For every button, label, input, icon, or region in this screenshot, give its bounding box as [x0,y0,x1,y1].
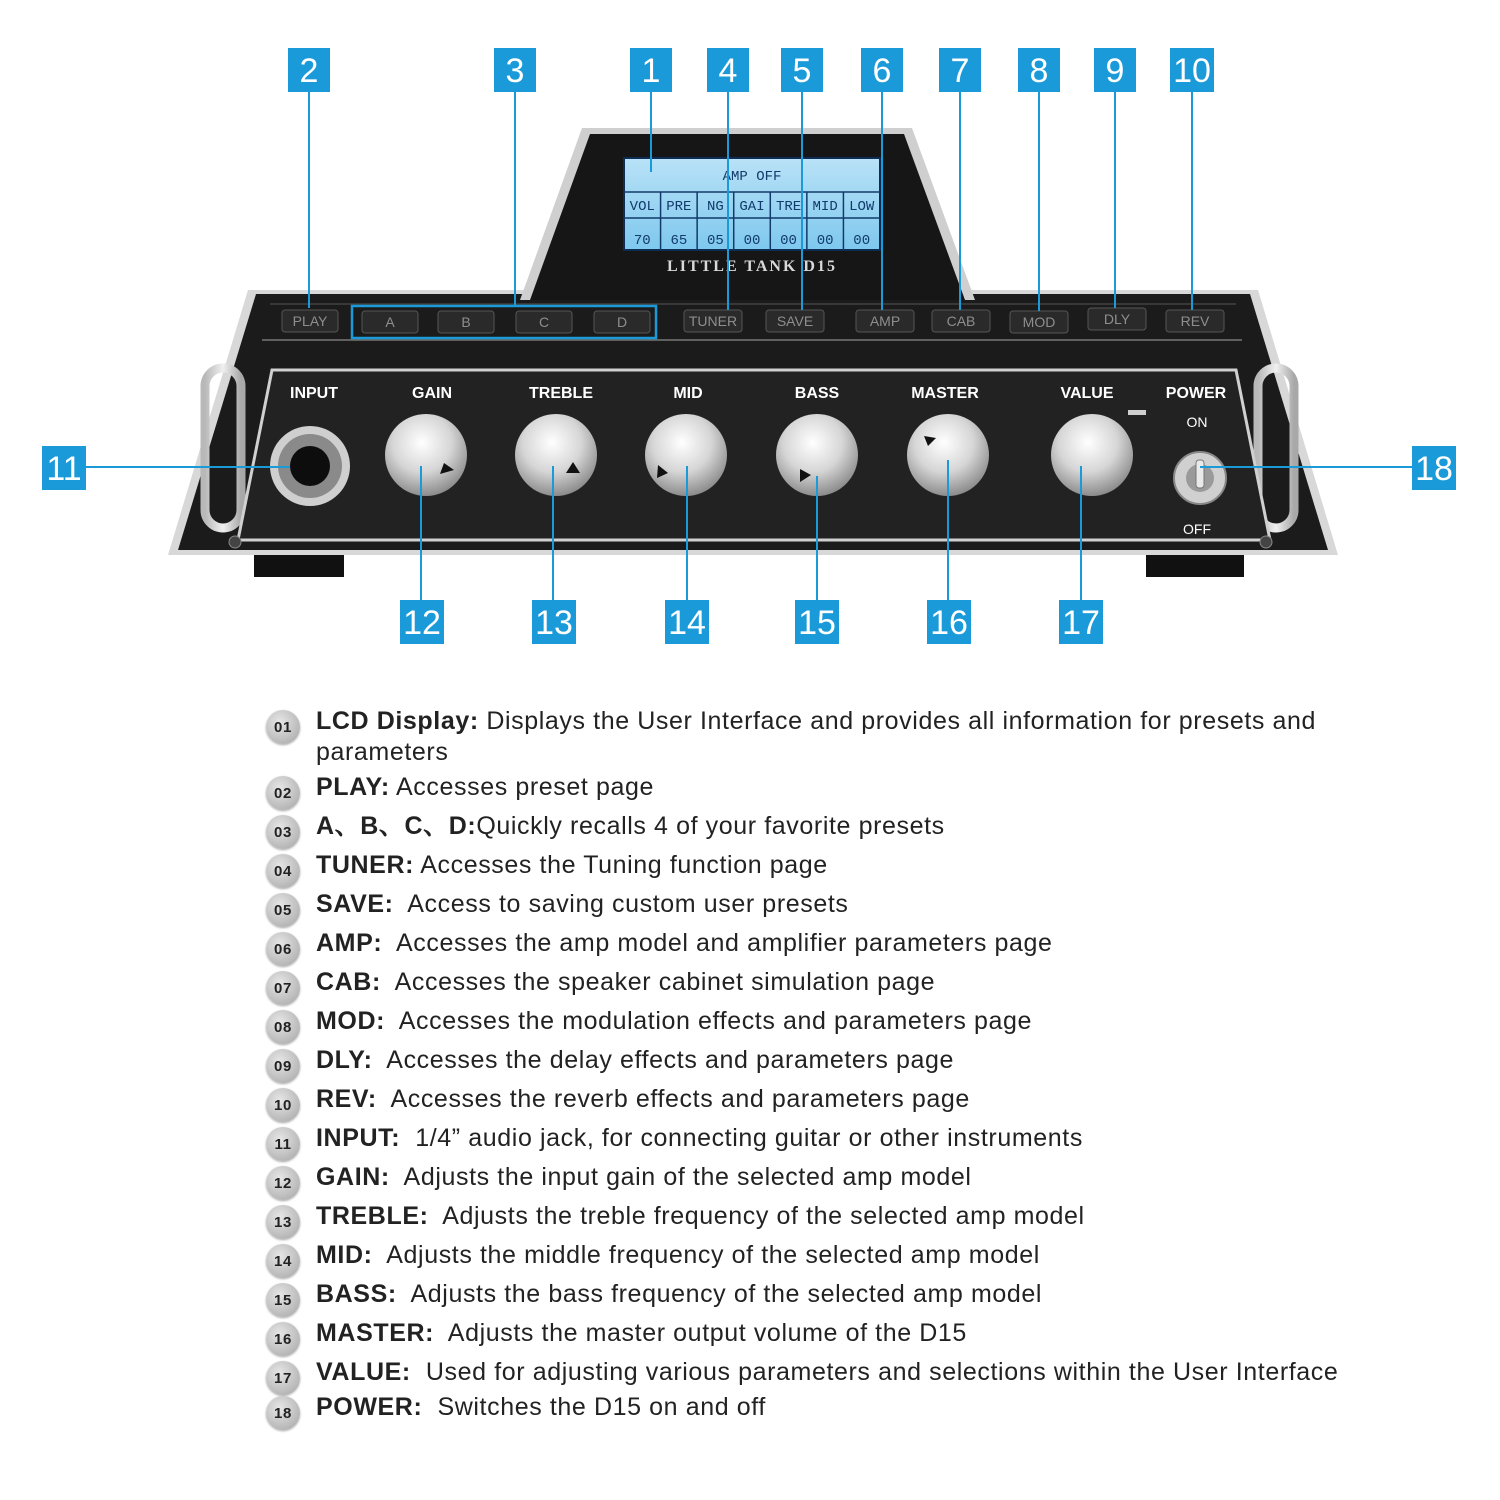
gain-knob[interactable] [385,414,467,496]
mid-label: MID [673,385,703,402]
callout-6-label: 6 [872,52,892,90]
legend-number-badge: 06 [266,932,300,966]
legend-term: SAVE: [316,890,394,918]
callout-8-label: 8 [1029,52,1049,90]
callout-13 [532,600,576,644]
legend-term: MASTER: [316,1319,435,1347]
preset-b-label: B [461,314,471,330]
callout-16 [927,600,971,644]
legend-item [266,772,1346,803]
legend-description: 1/4” audio jack, for connecting guitar or other instruments [400,1124,1083,1152]
legend-description: Accesses the reverb effects and parameters page [376,1085,970,1113]
preset-d-button[interactable] [594,311,650,333]
legend-description: Adjusts the middle frequency of the selected amp model [372,1241,1040,1269]
legend-term: CAB: [316,968,381,996]
legend-description: Accesses the speaker cabinet simulation page [380,968,936,996]
rev-button-label: REV [1180,313,1210,329]
input-label: INPUT [290,385,338,402]
callout-9-label: 9 [1105,52,1125,90]
callout-4-label: 4 [718,52,738,90]
legend-item [266,1392,1346,1423]
play-button[interactable] [282,310,338,332]
callout-9 [1094,48,1136,92]
callout-18 [1412,446,1456,490]
legend-item [266,1240,1346,1271]
legend-item [266,1279,1346,1310]
legend-term: MID: [316,1241,373,1269]
legend-number-badge: 08 [266,1010,300,1044]
legend-description: Adjusts the input gain of the selected amp model [389,1163,972,1191]
callout-1 [630,48,672,92]
legend-description: Displays the User Interface and provides all information for presets and parameters [316,707,1324,766]
save-button-label: SAVE [776,313,814,329]
callout-13-label: 13 [535,604,573,642]
legend-list [266,706,1346,1431]
lcd-column-label: PRE [666,199,692,215]
legend-number-badge: 13 [266,1205,300,1239]
callout-17 [1059,600,1103,644]
callout-2 [288,48,330,92]
master-label: MASTER [911,385,979,402]
legend-description: Accesses the modulation effects and parameters page [385,1007,1033,1035]
callout-7 [939,48,981,92]
legend-description: Accesses the Tuning function page [414,851,828,879]
value-label: VALUE [1060,385,1114,402]
legend-number-badge: 04 [266,854,300,888]
legend-term: INPUT: [316,1124,401,1152]
callout-5 [781,48,823,92]
callout-17-label: 17 [1062,604,1100,642]
brand-logo: LITTLE TANK D15 [667,258,837,275]
preset-b-button[interactable] [438,311,494,333]
legend-item [266,1162,1346,1193]
legend-item [266,850,1346,881]
cab-button[interactable] [932,310,990,332]
mod-button-label: MOD [1022,314,1056,330]
preset-a-label: A [385,314,395,330]
legend-item [266,811,1346,842]
legend-number-badge: 01 [266,710,300,744]
legend-item [266,1123,1346,1154]
legend-item [266,706,1346,768]
legend-description: Accesses the amp model and amplifier parameters page [382,929,1053,957]
callout-15 [795,600,839,644]
callout-14 [665,600,709,644]
preset-c-button[interactable] [516,311,572,333]
callout-10-label: 10 [1173,52,1211,90]
legend-term: GAIN: [316,1163,390,1191]
amp-button[interactable] [856,310,914,332]
lcd-header: AMP OFF [722,169,782,185]
tuner-button[interactable] [684,310,742,332]
legend-term: BASS: [316,1280,397,1308]
callout-14-label: 14 [668,604,706,642]
legend-term: AMP: [316,929,383,957]
legend-item [266,889,1346,920]
gain-label: GAIN [412,385,452,402]
callout-18-label: 18 [1415,450,1453,488]
lcd-column-value: 00 [816,233,834,249]
legend-description: Switches the D15 on and off [422,1393,766,1421]
callout-11 [42,446,86,490]
save-button[interactable] [766,310,824,332]
callout-16-label: 16 [930,604,968,642]
preset-d-label: D [616,314,628,330]
lcd-column-value: 00 [780,233,797,249]
legend-description: Access to saving custom user presets [393,890,849,918]
lcd-column-label: VOL [629,199,655,215]
treble-knob[interactable] [515,414,597,496]
legend-item [266,1045,1346,1076]
legend-number-badge: 15 [266,1283,300,1317]
callout-10 [1170,48,1214,92]
legend-term: VALUE: [316,1358,411,1386]
lcd-column-label: LOW [849,199,875,215]
play-button-label: PLAY [292,313,328,329]
callout-12-label: 12 [403,604,441,642]
lcd-column-label: MID [812,199,838,215]
callout-2-label: 2 [299,52,319,90]
lcd-column-label: NG [707,199,724,215]
legend-term: PLAY: [316,773,390,801]
cab-button-label: CAB [946,313,976,329]
lcd-column-value: 00 [853,233,871,249]
legend-item [266,928,1346,959]
amp-button-label: AMP [869,313,901,329]
lcd-column-value: 05 [707,233,724,249]
power-label: POWER [1165,385,1227,402]
dly-button[interactable] [1088,308,1146,330]
legend-number-badge: 03 [266,815,300,849]
mod-button[interactable] [1010,311,1068,333]
legend-description: Used for adjusting various parameters and selections within the User Interface [410,1358,1339,1386]
power-on-label: ON [1186,414,1208,430]
legend-term: TUNER: [316,851,415,879]
legend-item [266,1006,1346,1037]
power-switch[interactable] [1174,452,1226,504]
callout-12 [400,600,444,644]
legend-term: MOD: [316,1007,386,1035]
legend-description: Adjusts the treble frequency of the selected amp model [428,1202,1085,1230]
callout-8 [1018,48,1060,92]
legend-description: Accesses the delay effects and parameters page [372,1046,955,1074]
amp-diagram [0,0,1500,680]
legend-term: TREBLE: [316,1202,429,1230]
rev-button[interactable] [1166,310,1224,332]
legend-number-badge: 02 [266,776,300,810]
lcd-column-value: 70 [633,233,651,249]
legend-number-badge: 17 [266,1361,300,1395]
tuner-button-label: TUNER [688,313,738,329]
legend-number-badge: 05 [266,893,300,927]
legend-item [266,1318,1346,1349]
legend-description: Quickly recalls 4 of your favorite presets [476,812,945,840]
legend-number-badge: 12 [266,1166,300,1200]
callout-3-label: 3 [505,52,525,90]
lcd-column-value: 65 [670,233,688,249]
legend-term: A、B、C、D: [316,812,477,840]
lcd-column-label: GAI [739,199,765,215]
legend-term: REV: [316,1085,377,1113]
callout-3 [494,48,536,92]
legend-description: Adjusts the master output volume of the D15 [434,1319,967,1347]
dly-button-label: DLY [1103,311,1131,327]
preset-c-label: C [538,314,550,330]
preset-a-button[interactable] [362,311,418,333]
legend-number-badge: 18 [266,1396,300,1430]
callout-4 [707,48,749,92]
callout-1-label: 1 [641,52,661,90]
legend-number-badge: 07 [266,971,300,1005]
legend-description: Accesses preset page [389,773,654,801]
value-encoder[interactable] [1051,414,1133,496]
legend-term: LCD Display: [316,707,479,735]
legend-item [266,1084,1346,1115]
callout-15-label: 15 [798,604,836,642]
legend-number-badge: 11 [266,1127,300,1161]
legend-term: POWER: [316,1393,423,1421]
legend-number-badge: 16 [266,1322,300,1356]
treble-label: TREBLE [529,385,593,402]
legend-item [266,967,1346,998]
callout-11-label: 11 [46,450,82,488]
callout-7-label: 7 [950,52,970,90]
legend-item [266,1201,1346,1232]
power-off-label: OFF [1183,521,1211,537]
legend-number-badge: 14 [266,1244,300,1278]
legend-number-badge: 09 [266,1049,300,1083]
lcd-column-value: 00 [743,233,761,249]
callout-5-label: 5 [792,52,812,90]
lcd-column-label: TRE [775,199,802,215]
legend-description: Adjusts the bass frequency of the selected amp model [396,1280,1043,1308]
legend-term: DLY: [316,1046,373,1074]
legend-number-badge: 10 [266,1088,300,1122]
callout-6 [861,48,903,92]
legend-item [266,1357,1346,1388]
bass-label: BASS [794,385,840,402]
